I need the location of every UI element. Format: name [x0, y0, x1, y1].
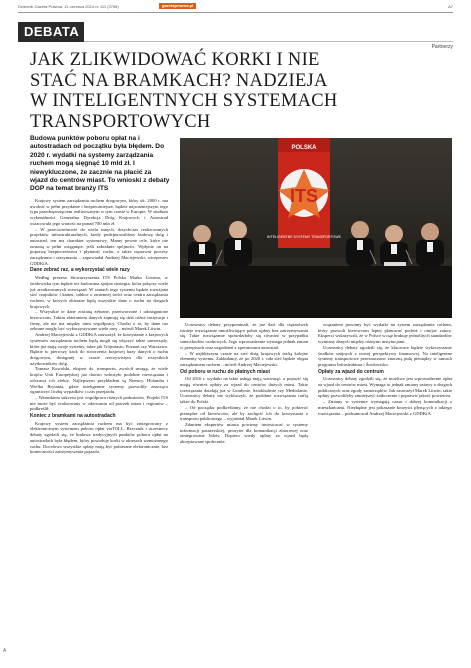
paragraph: Uczestnicy debaty zgodzili się, że możliwe jest wprowadzenie opłat za wjazd do centrów miast. Wymaga to jednak zmiany ustawy o drogach publicznych oraz zgody samorządów. Jak zauważył Marek Litwin, takie opłaty pozwoliłyby zmniejszyć zatłoczenie i poprawić jakość powietrza.	[318, 376, 452, 399]
section-label: DEBATA	[18, 22, 84, 42]
paragraph: Uczestnicy debaty zgodzili się, że kluczowe będzie wykorzystanie środków unijnych z nowej perspektywy finansowej. Na inteligentne systemy transportowe przeznaczono znaczną pulę pieniędzy w ramach programu Infrastruktura i Środowisko.	[318, 344, 452, 367]
paragraph: wiązaniem powinny być wydatki na system zarządzania ruchem, który pozwoli kierowcom lepiej planować podróż i omijać zatory. Eksperci wskazywali, że w Polsce wciąż brakuje jednolitych standardów wymiany danych między różnymi instytucjami.	[318, 322, 452, 345]
article-column-2	[180, 322, 308, 656]
subheading: Dane zebrać raz, a wykorzystać wiele razy	[30, 267, 130, 274]
header-page-number: A7	[448, 4, 453, 9]
section-rule	[84, 41, 453, 42]
headline	[30, 50, 360, 132]
paragraph: – Wszystkie te dane zostaną zebrane, przetworzone i udostępnione kierowcom. Takim zbieraniem danych zajmują się dziś różne instytucje i firmy, ale nie ma między nimi współpracy. Chodzi o to, by dane raz zebrane mogły być wykorzystywane wiele razy – mówił Marek Litwin.	[30, 309, 168, 332]
header-rule	[18, 12, 453, 13]
article-column-3	[318, 322, 452, 656]
lead-paragraph: Budowa punktów poboru opłat na i autostradach od początku była błędem. Do 2020 r. wydatki na systemy zarządzania ruchem mogą sięgnąć 10 mld zł. I niewykluczone, że zacznie na płacić za wjazd do centrów miast. To wnioski z debaty DGP na temat branży ITS	[30, 135, 170, 193]
paragraph: – Zmiany w systemie wymagają czasu i dobrej komunikacji z mieszkańcami. Niezbędne jest pokazanie korzyści płynących z takiego rozwiązania – podsumował Andrzej Maciejewski z GDDKiA.	[318, 399, 452, 416]
headline-line: TRANSPORTOWYCH	[30, 111, 211, 132]
header-website-badge[interactable]: gazetaprawna.pl	[159, 3, 196, 9]
subheading: Opłaty za wjazd do centrum	[318, 368, 384, 375]
photo-banner-brand: POLSKA	[291, 145, 317, 151]
subheading: Od poboru w ruchu do płatnych miast	[180, 368, 271, 375]
paragraph: – W najbliższym czasie na sieć dróg krajowych trafią kolejne elementy systemu. Zakładamy, że po 2020 r. cała sieć będzie objęta zarządzaniem ruchem – mówił Andrzej Maciejewski.	[180, 350, 308, 367]
partner-label: Partnerzy	[431, 44, 453, 50]
photo-stand-text: ITS	[289, 186, 319, 206]
debate-photo	[180, 138, 452, 318]
paragraph: – Od początku podkreślamy, że nie chodzi o to, by pobierać pieniądze od kierowców, ale by zachęcić ich do korzystania z transportu publicznego – wyjaśniał Marek Litwin.	[180, 404, 308, 422]
paragraph: – W przeciwieństwie do wielu innych, dotychczas realizowanych projektów infrastrukturalnych, kiedy podejmowaliśmy budowę dróg i autostrad, ten ma charakter systemowy. Mamy pewne cele, które nie zostaną w pełni osiągnięte, jeśli zabraknie spójności. Wpłynie on na poprawę bezpieczeństwa i płynność ruchu, a także usprawni procesy zarządzania i utrzymania – zapowiadał Andrzej Maciejewski, wiceprezes GDDKiA.	[30, 226, 168, 266]
paragraph: Krajowy system zarządzania ruchem ma być zintegrowany z elektronicznym systemem poboru opłat viaTOLL. Rzecznik i uczestnicy debaty zgodzili się, że budowa tradycyjnych punktów poboru opłat na autostradach była błędem, który powoduje korki w okresach wzmożonego ruchu. Docelowo wszystkie opłaty mają być pobierane elektronicznie, bez konieczności zatrzymywania pojazdu.	[30, 420, 168, 455]
headline-line: JAK ZLIKWIDOWAĆ KORKI I NIE	[30, 50, 320, 70]
headline-line: STAĆ NA BRAMKACH? NADZIEJA	[30, 70, 328, 91]
paragraph: Od 2016 r. wydatki na takie usługi mają wzrosnąć, a pojawić się mogą również opłaty za wjazd do centrów dużych miast. Takie rozwiązania działają już w Londynie, Sztokholmie czy Mediolanie. Uczestnicy debaty nie wykluczyli, że podobne rozwiązania trafią także do Polski.	[180, 376, 308, 405]
photo-banner-caption: INTELIGENTNE SYSTEMY TRANSPORTOWE	[267, 235, 341, 239]
article-column-1	[30, 198, 168, 656]
paragraph: Uczestnicy debaty przypominali, że już dziś dla ciężarówek istnieje rozwiązanie umożliwiające pobór opłaty bez zatrzymywania się. Takie rozwiązanie sprawdziłoby się również w przypadku samochodów osobowych. Jego wprowadzenie wymaga jednak zmian w przepisach oraz uzgodnień z operatorami autostrad.	[180, 322, 308, 350]
paragraph: Tomasz Kowalski, ekspert ds. transportu, zwrócił uwagę, że wiele krajów Unii Europejskiej już dawno wdrożyło podobne rozwiązania i odczuwa ich efekty. Najlepszym przykładem są Niemcy, Holandia i Wielka Brytania, gdzie inteligentne systemy pozwoliły znacząco ograniczyć liczbę wypadków i czas przejazdu.	[30, 366, 168, 395]
edge-marker: A	[3, 648, 7, 654]
paragraph: Andrzej Maciejewski z GDDKiA zauważył, że korzystanie z krajowych systemów zarządzania ruchem będą mogli się włączyć także samorządy, które już mają swoje systemy, takie jak Trójmiasto, Poznań czy Warszawa. Będzie to pierwszy krok do stworzenia krajowej bazy danych o ruchu drogowym, dostępnej w czasie rzeczywistym dla wszystkich użytkowników dróg.	[30, 332, 168, 366]
headline-line: W INTELIGENTNYCH SYSTEMACH	[30, 91, 338, 111]
page-header	[18, 3, 453, 11]
header-publication: Dziennik Gazeta Prawna, 11 czerwca 2014 nr 111 (3758)	[18, 4, 119, 9]
paragraph: Według prezesa Stowarzyszenia ITS Polska Marka Litwina, w środowisku tym będzie też budowana spójna strategia, która połączy wiele już zrealizowanych rozwiązań. W ramach tego systemu będzie rozwijana sieć czujników i kamer, tablice o zmiennej treści oraz centra zarządzania ruchem, w których zbierane będą wszystkie dane o ruchu na drogach krajowych.	[30, 275, 168, 309]
subheading: Koniec z bramkami na autostradach	[30, 413, 116, 420]
paragraph: Zdaniem ekspertów miasta powinny inwestować w systemy informacji pasażerskiej, priorytet dla komunikacji zbiorowej oraz zintegrowane bilety. Dopiero wtedy opłaty za wjazd będą akceptowane społecznie.	[180, 421, 308, 445]
paragraph: – Warunkiem sukcesu jest współpraca różnych podmiotów. Projekt ITS nie może być realizowany w oderwaniu od potrzeb miast i regionów – podkreślił.	[30, 394, 168, 412]
paragraph: Krajowy system zarządzania ruchem drogowym, który ok. 2000 r. ma uwolnić w pełni przydatne i bezpieczniejsze, będzie najważniejszym tego typu przedsięwzięciem realizowanym w tym czasie w Europie. W studium wykonalności Generalna Dyrekcja Dróg Krajowych i Autostrad oszacowała jego wartość na ponad 700 mln zł.	[30, 198, 168, 226]
